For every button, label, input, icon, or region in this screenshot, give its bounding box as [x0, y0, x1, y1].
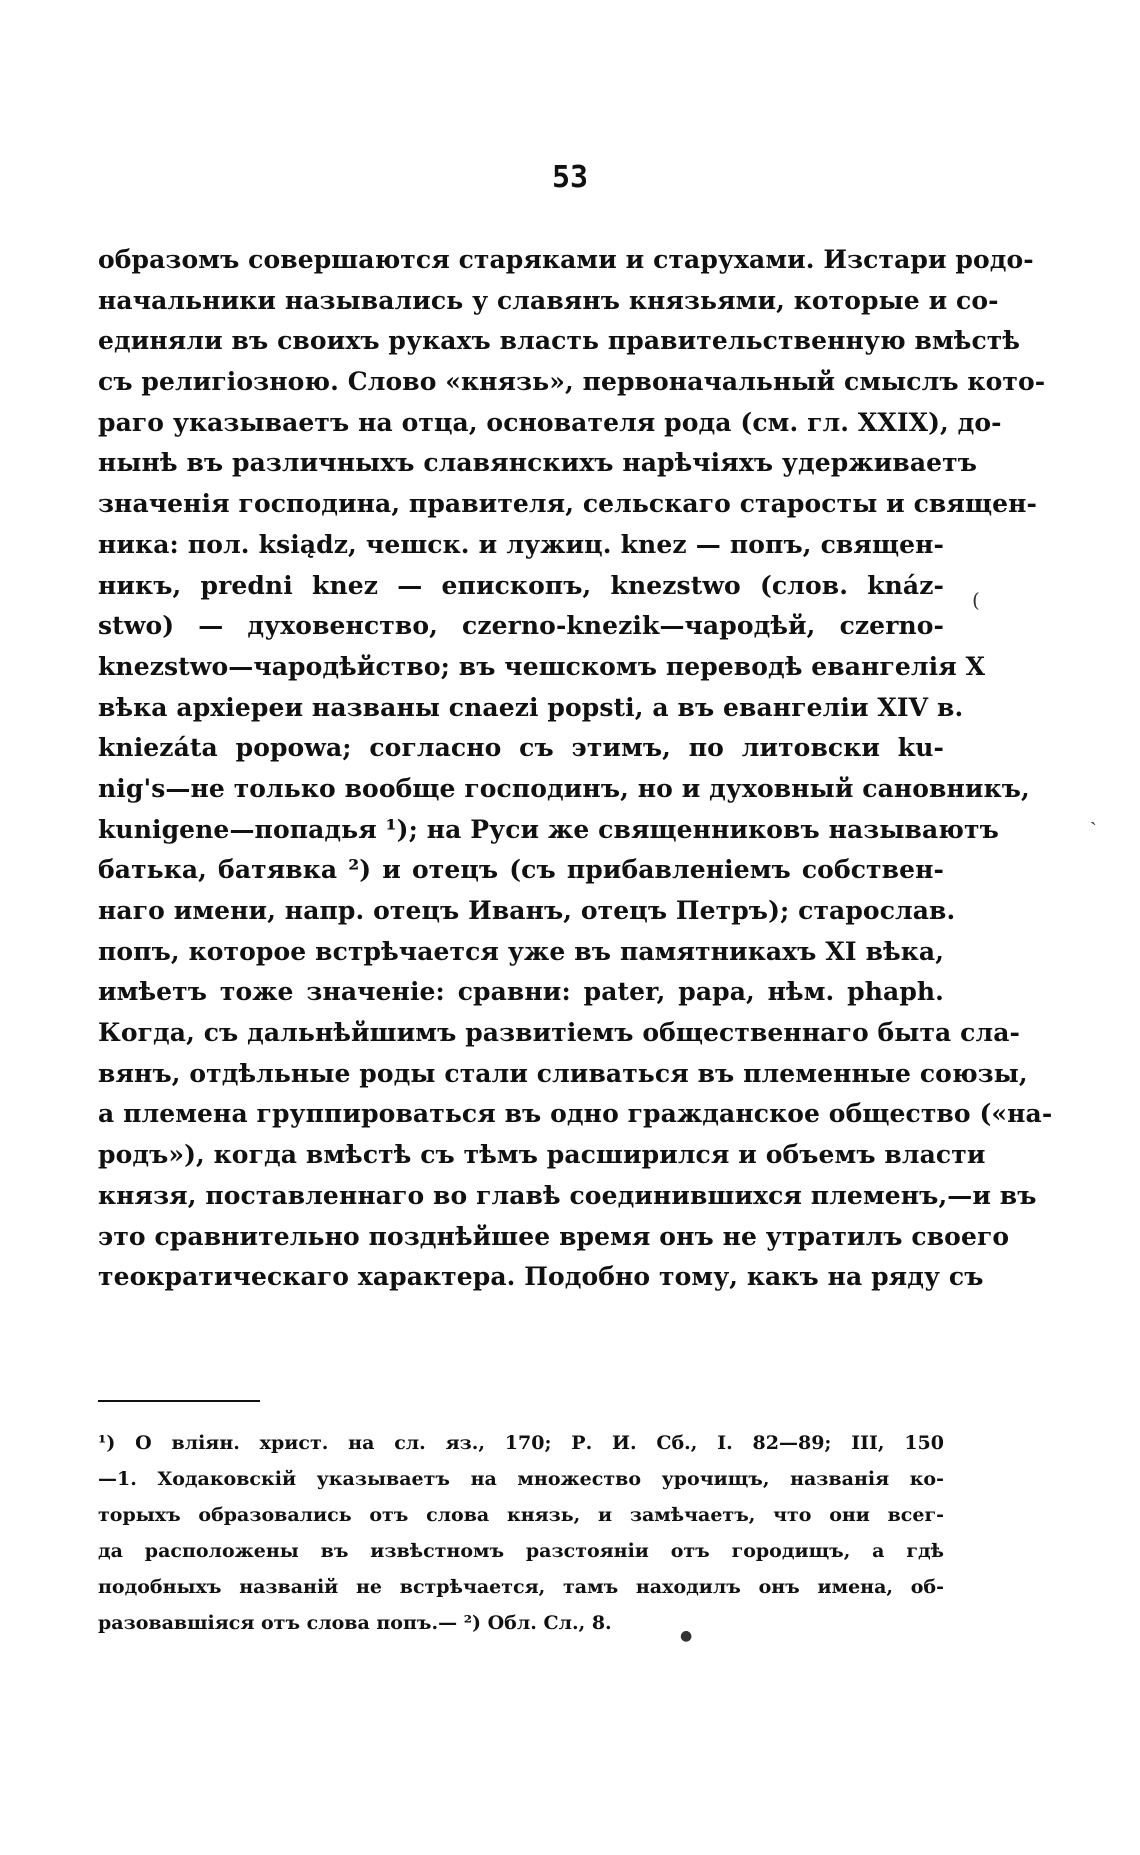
ink-dot-mark: ● [680, 1628, 693, 1644]
body-line: батька, батявка ²) и отецъ (съ прибавленiемъ собствен- [98, 855, 944, 885]
body-text [98, 240, 1053, 1298]
body-line: начальники назывались у славянъ князьями, которые и со- [98, 285, 999, 315]
body-line: никъ, predni knez — епископъ, knezstwo (слов. knáz- [98, 570, 944, 600]
body-line: родъ»), когда вмѣстѣ съ тѣмъ расширился и объемъ власти [98, 1140, 986, 1170]
margin-mark: ˴ [1090, 808, 1097, 832]
footnote-line: —1. Ходаковскiй указываетъ на множество урочищъ, названiя ко- [98, 1468, 944, 1490]
body-line: нынѣ въ различныхъ славянскихъ нарѣчiяхъ удерживаетъ [98, 448, 978, 478]
body-line: наго имени, напр. отецъ Иванъ, отецъ Петръ); старослав. [98, 896, 956, 925]
body-line: князя, поставленнаго во главѣ соединившихся племенъ,—и въ [98, 1180, 1037, 1210]
margin-mark: ( [972, 588, 980, 612]
footnote-line: да расположены въ извѣстномъ разстоянiи отъ городищъ, а гдѣ [98, 1540, 944, 1562]
body-line: ника: пол. ksiądz, чешск. и лужиц. knez — попъ, священ- [98, 529, 944, 559]
footnote-line: подобныхъ названiй не встрѣчается, тамъ находилъ онъ имена, об- [98, 1576, 944, 1598]
body-line: kunigene—попадья ¹); на Руси же священниковъ называютъ [98, 814, 999, 844]
body-line: а племена группироваться въ одно гражданское общество («на- [98, 1099, 1053, 1129]
footnotes [98, 1425, 944, 1641]
body-line: вянъ, отдѣльные роды стали сливаться въ племенные союзы, [98, 1058, 1028, 1088]
body-line: stwo) — духовенство, czerno-knezik—чародѣй, czerno- [98, 611, 944, 641]
body-line: Когда, съ дальнѣйшимъ развитiемъ общественнаго быта сла- [98, 1018, 1020, 1048]
body-line: попъ, которое встрѣчается уже въ памятникахъ XI вѣка, [98, 936, 944, 966]
body-line: съ религiозною. Слово «князь», первоначальный смыслъ кото- [98, 367, 1046, 397]
body-line: теократическаго характера. Подобно тому, какъ на ряду съ [98, 1262, 984, 1292]
footnote-line: торыхъ образовались отъ слова князь, и замѣчаетъ, что они всег- [98, 1504, 944, 1526]
body-line: раго указываетъ на отца, основателя рода (см. гл. XXIX), до- [98, 407, 1002, 437]
body-line: kniezáta popowa; согласно съ этимъ, по литовски ku- [98, 733, 944, 763]
body-line: nig's—не только вообще господинъ, но и духовный сановникъ, [98, 773, 1030, 803]
body-line: knezstwo—чародѣйство; въ чешскомъ переводѣ евангелiя X [98, 651, 986, 681]
body-line: образомъ совершаются старяками и старухами. Изстари родо- [98, 245, 1034, 274]
body-line: значенiя господина, правителя, сельскаго старосты и священ- [98, 489, 1037, 519]
body-line: имѣетъ тоже значенiе: сравни: pater, papa, нѣм. phaph. [98, 977, 944, 1007]
body-line: единяли въ своихъ рукахъ власть правительственную вмѣстѣ [98, 326, 1021, 356]
footnote-separator [98, 1400, 260, 1402]
footnote-line: ¹) О влiян. христ. на сл. яз., 170; Р. И. Сб., I. 82—89; III, 150 [98, 1432, 944, 1454]
body-line: это сравнительно позднѣйшее время онъ не утратилъ своего [98, 1221, 1010, 1251]
body-line: вѣка архiереи названы cnaezi popsti, а въ евангелiи XIV в. [98, 692, 964, 722]
footnote-line: разовавшiяся отъ слова попъ.— ²) Обл. Сл., 8. [98, 1612, 612, 1634]
page-number: 53 [551, 160, 589, 195]
